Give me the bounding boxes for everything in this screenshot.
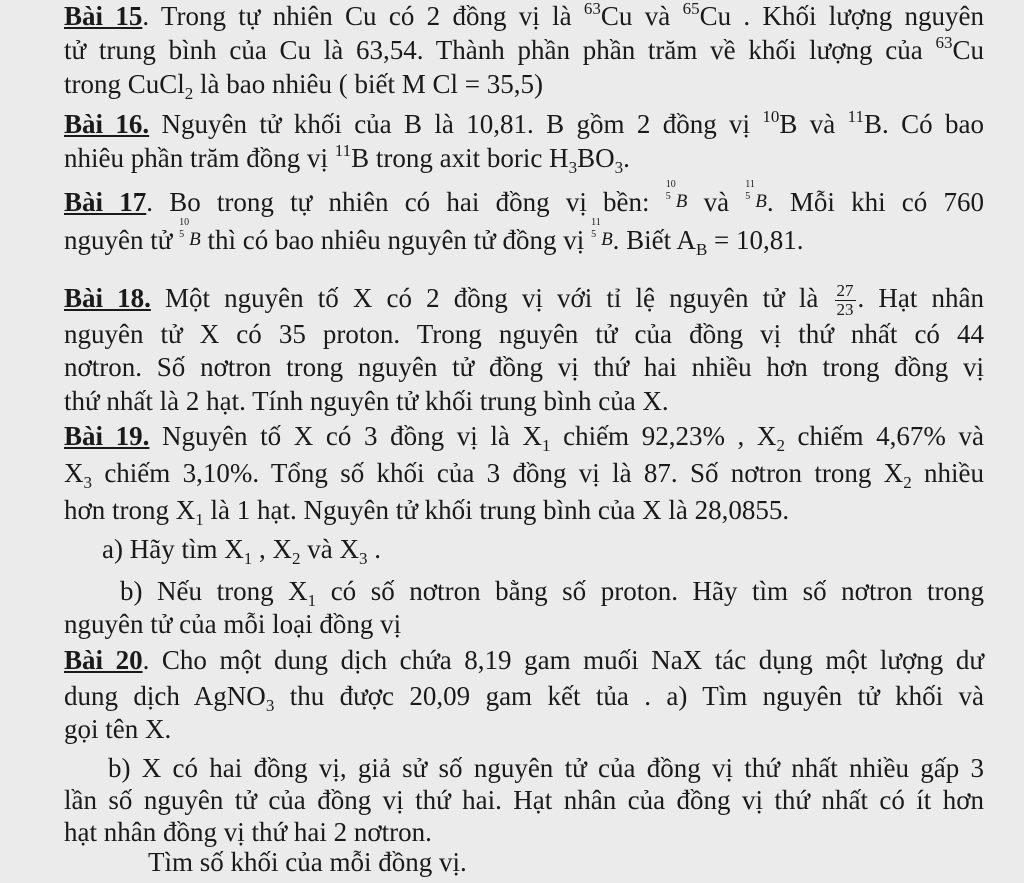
p18-line-1 <box>64 282 984 319</box>
p20-part-b-line-2: lần số nguyên tử của đồng vị thứ hai. Hạt nhân của đồng vị thứ nhất có ít hơn <box>64 785 984 815</box>
sup: 11 <box>334 141 352 160</box>
sub: 2 <box>776 436 785 455</box>
text: dung dịch AgNO <box>64 681 266 711</box>
text: Nguyên tử khối của B là 10,81. B gồm 2 đồng vị <box>149 109 763 139</box>
p20-part-b-line-4: Tìm số khối của mỗi đồng vị. <box>148 847 467 877</box>
text: , X <box>252 534 292 564</box>
nuclide-sub: 5 <box>179 229 185 240</box>
text: Cu <box>699 1 732 31</box>
text: hơn trong X <box>64 495 196 525</box>
p18-line-4: thứ nhất là 2 hạt. Tính nguyên tử khối trung bình của X. <box>64 386 669 416</box>
p19-line-1 <box>64 420 985 455</box>
text: và <box>687 187 746 217</box>
text: chiếm 4,67% và <box>784 421 985 451</box>
p20-part-b-line-3: hạt nhân đồng vị thứ hai 2 nơtron. <box>64 817 432 847</box>
fraction-denominator: 23 <box>836 300 854 320</box>
p20-line-1 <box>64 644 984 676</box>
sup: 65 <box>682 0 700 18</box>
p15-line-2 <box>64 34 984 66</box>
nuclide-sup: 10 <box>665 179 676 190</box>
text: Nguyên tố X có 3 đồng vị là X <box>149 421 542 451</box>
text: . Có bao <box>882 109 985 139</box>
nuclide-b11 <box>745 179 767 218</box>
p17-line-1 <box>64 179 985 218</box>
text: . Mỗi khi có 760 <box>766 187 985 217</box>
nuclide-symbol: B <box>675 191 688 212</box>
text: và X <box>300 534 359 564</box>
p19-part-b-line-2: nguyên tử của mỗi loại đồng vị <box>64 609 402 639</box>
sub: 2 <box>291 549 301 568</box>
text: nguyên tử <box>64 225 180 255</box>
sub: 1 <box>195 510 204 529</box>
text: B <box>864 109 883 139</box>
text: chiếm 3,10%. Tổng số khối của 3 đồng vị là 87. Số nơtron trong X <box>92 458 904 488</box>
nuclide-sup: 10 <box>179 217 190 228</box>
text: trong axit boric H <box>369 143 569 173</box>
text: trong CuCl <box>64 69 185 99</box>
text: và <box>797 109 848 139</box>
text: Một nguyên tố X có 2 đồng vị với tỉ lệ nguyên tử là <box>150 283 833 313</box>
nuclide-sub: 5 <box>745 191 751 202</box>
p17-label: Bài 17 <box>64 187 147 217</box>
text: BO <box>577 143 615 173</box>
p18-label: Bài 18. <box>64 283 151 313</box>
text: b) Nếu trong X <box>120 576 308 606</box>
text: X <box>64 458 84 488</box>
text: tử trung bình của Cu là 63,54. Thành phần phần trăm về khối lượng của <box>64 35 936 65</box>
text: có số nơtron bằng số proton. Hãy tìm số nơtron trong <box>316 576 984 606</box>
text: B <box>779 109 798 139</box>
ratio-fraction <box>835 282 856 319</box>
sub: 3 <box>614 158 624 177</box>
sub: 2 <box>184 84 194 103</box>
p16-line-1 <box>64 108 984 140</box>
p18-line-2: nguyên tử X có 35 proton. Trong nguyên tử của đồng vị thứ nhất có 44 <box>64 319 984 349</box>
sup: 10 <box>762 107 780 126</box>
nuclide-sub: 5 <box>665 191 671 202</box>
sub: 2 <box>903 473 912 492</box>
text: . Hạt nhân <box>857 283 985 313</box>
sub: 3 <box>568 158 578 177</box>
sup: 11 <box>847 107 865 126</box>
p20-line-3: gọi tên X. <box>64 714 172 744</box>
p15-label: Bài 15 <box>64 1 143 31</box>
p20-part-b-line-1: b) X có hai đồng vị, giả sử số nguyên tử của đồng vị thứ nhất nhiều gấp 3 <box>108 753 984 783</box>
text: a) Hãy tìm X <box>102 534 244 564</box>
fraction-numerator: 27 <box>836 281 854 301</box>
p19-part-a <box>102 533 984 568</box>
p19-label: Bài 19. <box>64 421 150 451</box>
sub: 1 <box>307 591 317 610</box>
text: thu được 20,09 gam kết tủa . a) Tìm nguyên tử khối và <box>274 681 984 711</box>
p19-part-b-line-1 <box>120 575 984 610</box>
text: . Bo trong tự nhiên có hai đồng vị bền: <box>146 187 666 217</box>
p17-line-2 <box>64 217 984 259</box>
nuclide-symbol: B <box>601 229 613 250</box>
sub: 3 <box>83 473 92 492</box>
text: là 1 hạt. Nguyên tử khối trung bình của X là 28,0855. <box>203 495 790 525</box>
nuclide-sub: 5 <box>591 229 597 240</box>
p20-label: Bài 20 <box>64 645 143 675</box>
sub: 3 <box>265 696 275 715</box>
nuclide-sup: 11 <box>745 179 755 190</box>
sup: 63 <box>935 33 953 52</box>
text: và <box>632 1 683 31</box>
text: Cu <box>952 35 984 65</box>
nuclide-b10 <box>665 179 688 218</box>
text: . Khối lượng nguyên <box>731 1 984 31</box>
nuclide-symbol: B <box>189 229 201 250</box>
text: B <box>351 143 370 173</box>
text: Cu <box>600 1 633 31</box>
nuclide-sup: 11 <box>591 217 601 228</box>
p19-line-2 <box>64 457 984 492</box>
sub: 1 <box>243 549 253 568</box>
sub: 1 <box>541 436 551 455</box>
p19-line-3 <box>64 494 984 529</box>
p18-line-3: nơtron. Số nơtron trong nguyên tử đồng vị thứ hai nhiều hơn trong đồng vị <box>64 352 984 382</box>
p16-line-2 <box>64 141 984 177</box>
sub: 3 <box>358 549 368 568</box>
p20-line-2 <box>64 680 984 715</box>
sup: 63 <box>583 0 601 18</box>
text: . Biết A <box>612 225 696 255</box>
text: thì có bao nhiêu nguyên tử đồng vị <box>200 225 592 255</box>
text: nhiều <box>911 458 984 488</box>
text: . Cho một dung dịch chứa 8,19 gam muối NaX tác dụng một lượng dư <box>142 645 984 675</box>
text: nhiêu phần trăm đồng vị <box>64 143 335 173</box>
text: . <box>623 143 630 173</box>
text: . Trong tự nhiên Cu có 2 đồng vị là <box>142 1 584 31</box>
p16-label: Bài 16. <box>64 109 150 139</box>
p15-line-3 <box>64 68 984 103</box>
sub: B <box>695 240 708 259</box>
nuclide-b11 <box>591 217 613 256</box>
nuclide-b10 <box>179 217 201 256</box>
text: là bao nhiêu ( biết M Cl = 35,5) <box>193 69 543 99</box>
text: . <box>367 534 381 564</box>
p15-line-1 <box>64 0 984 32</box>
text: chiếm 92,23% , X <box>550 421 777 451</box>
nuclide-symbol: B <box>755 191 767 212</box>
text: = 10,81. <box>707 225 804 255</box>
